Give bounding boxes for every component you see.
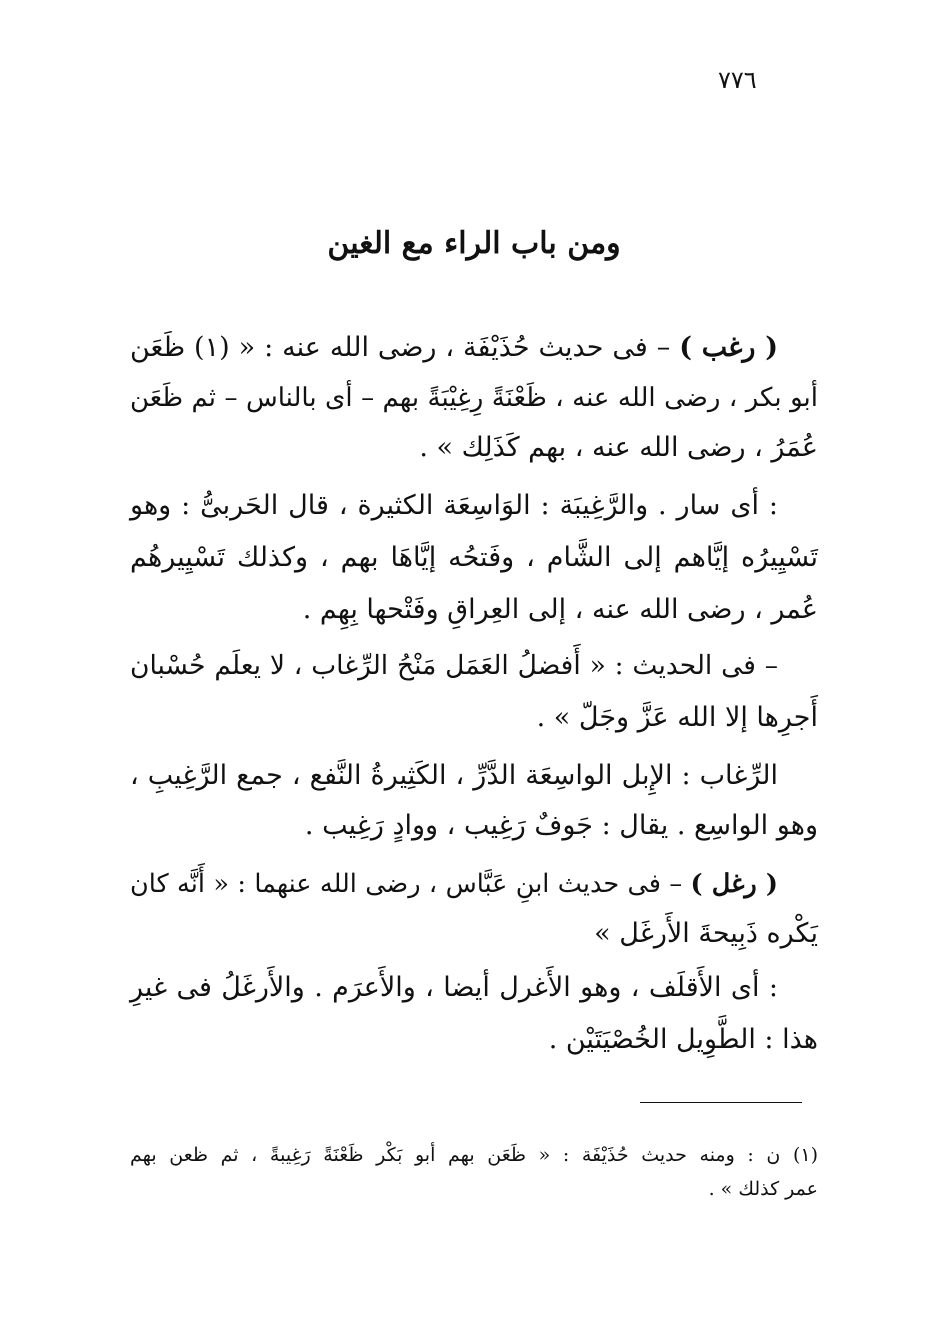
footnote-line: (١) ن : ومنه حديث حُذَيْفَة : « ظَعَن بهم أبو بَكْر ظَعْنَةً رَغِيبةً ، ثم ظعن بهم bbox=[130, 1144, 818, 1166]
text-line: : أى الأَقلَف ، وهو الأَغرل أيضا ، والأَعرَم . والأَرغَلُ فى غيرِ bbox=[130, 972, 778, 1003]
footnote-line: عمر كذلك » . bbox=[708, 1178, 818, 1200]
text-line: يَكْره ذَبِيحةَ الأَرغَل » bbox=[594, 918, 818, 949]
text-line: – فى الحديث : « أَفضلُ العَمَل مَنْحُ الرِّغاب ، لا يعلَم حُسْبان bbox=[130, 650, 778, 681]
text-line: أَجرِها إلا الله عَزَّ وجَلّ » . bbox=[536, 702, 818, 733]
text-line bbox=[130, 328, 818, 368]
text-line: عُمر ، رضى الله عنه ، إلى العِراقِ وفَتْحها بِهِم . bbox=[302, 594, 818, 625]
entry-keyword: ( رغب ) bbox=[679, 332, 778, 363]
line-text: – فى حديث ابنِ عَبَّاس ، رضى الله عنهما : « أَنَّه كان bbox=[130, 869, 691, 899]
footnote-separator bbox=[640, 1102, 802, 1103]
text-line: تَسْيِيرُه إيَّاهم إلى الشَّام ، وفَتحُه إيَّاهَا بهم ، وكذلك تَسْيِيرهُم bbox=[130, 542, 818, 573]
text-line: أبو بكر ، رضى الله عنه ، ظَعْنَةً رِغِيْبَةً بهم – أى بالناس – ثم ظَعَن bbox=[130, 383, 818, 413]
entry-keyword: ( رغل ) bbox=[690, 869, 778, 899]
text-line: هذا : الطَّوِيل الخُصْيَتَيْن . bbox=[548, 1024, 818, 1055]
chapter-title: ومن باب الراء مع الغين bbox=[327, 226, 621, 261]
line-text: – فى حديث حُذَيْفَة ، رضى الله عنه : « (١) ظَعَن bbox=[130, 332, 680, 363]
text-line: عُمَرُ ، رضى الله عنه ، بهم كَذَلِك » . bbox=[419, 432, 818, 463]
text-line: الرِّغاب : الإِبل الواسِعَة الدَّرِّ ، الكَثِيرةُ النَّفع ، جمع الرَّغِيبِ ، bbox=[130, 760, 778, 791]
page-number: ٧٧٦ bbox=[718, 66, 757, 94]
text-line: وهو الواسِع . يقال : جَوفٌ رَغِيب ، ووادٍ رَغِيب . bbox=[304, 810, 818, 841]
text-line: : أى سار . والرَّغِيبَة : الوَاسِعَة الكثيرة ، قال الحَربىُّ : وهو bbox=[130, 490, 778, 521]
text-line bbox=[130, 864, 818, 904]
